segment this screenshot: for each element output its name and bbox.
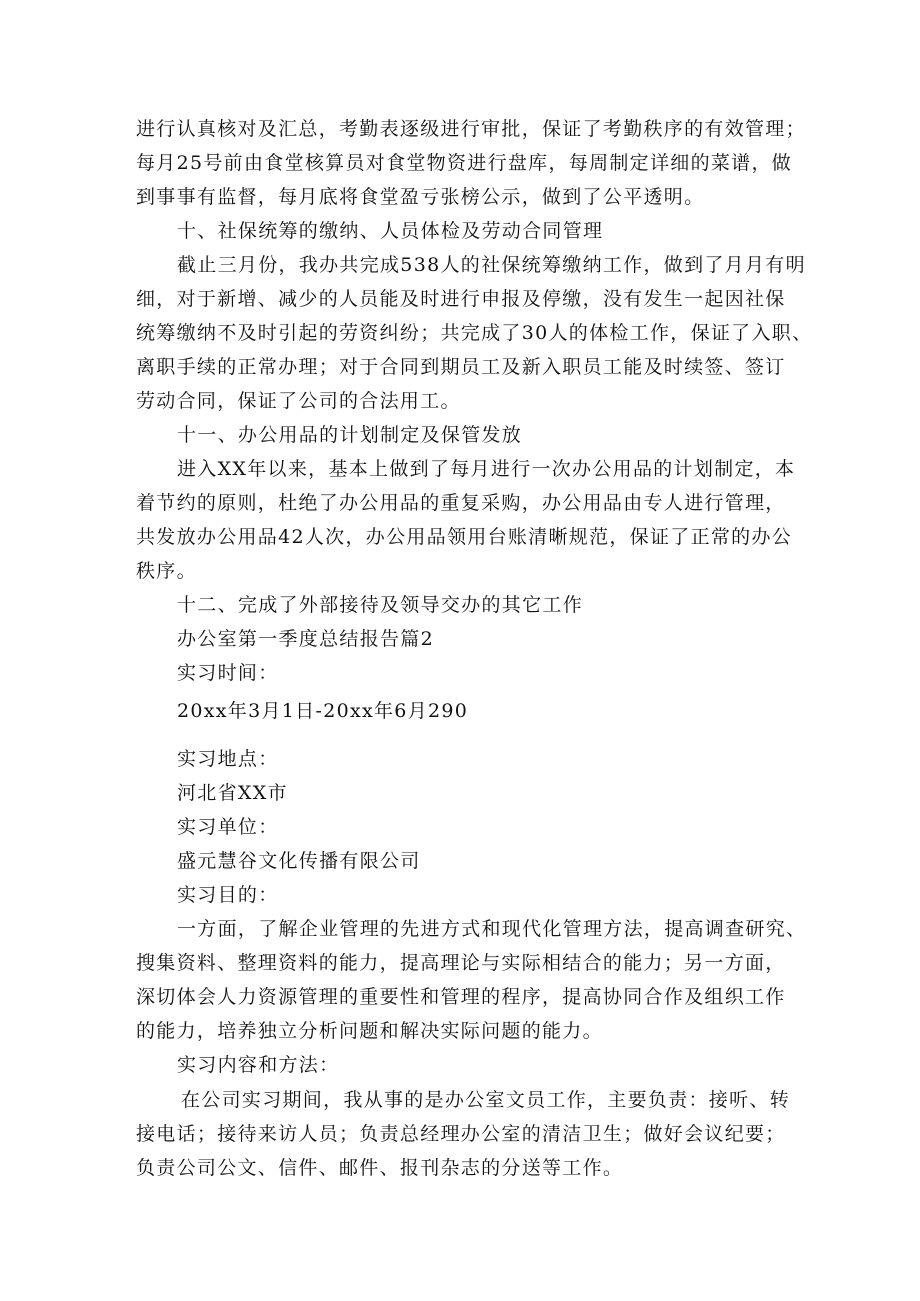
body-text-line: 深切体会人力资源管理的重要性和管理的程序，提高协同合作及组织工作 bbox=[136, 986, 786, 1008]
body-text-line: 负责公司公文、信件、邮件、报刊杂志的分送等工作。 bbox=[136, 1157, 624, 1179]
section-heading: 十、社保统筹的缴纳、人员体检及劳动合同管理 bbox=[177, 220, 604, 242]
body-text-line: 劳动合同，保证了公司的合法用工。 bbox=[136, 390, 461, 412]
body-text-line: 在公司实习期间，我从事的是办公室文员工作，主要负责：接听、转 bbox=[181, 1089, 791, 1111]
body-text-line: 到事事有监督，每月底将食堂盈亏张榜公示，做到了公平透明。 bbox=[136, 186, 705, 208]
body-text-line: 截止三月份，我办共完成538人的社保统筹缴纳工作，做到了月月有明 bbox=[177, 254, 806, 276]
body-text-line: 统筹缴纳不及时引起的劳资纠纷；共完成了30人的体检工作，保证了入职、 bbox=[136, 322, 813, 344]
field-value: 盛元慧谷文化传播有限公司 bbox=[177, 850, 421, 872]
body-text-line: 的能力，培养独立分析问题和解决实际问题的能力。 bbox=[136, 1020, 603, 1042]
report-title: 办公室第一季度总结报告篇2 bbox=[177, 628, 434, 650]
field-value: 20xx年3月1日-20xx年6月290 bbox=[177, 700, 469, 722]
body-text-line: 搜集资料、整理资料的能力，提高理论与实际相结合的能力；另一方面， bbox=[136, 952, 786, 974]
body-text-line: 细，对于新增、减少的人员能及时进行申报及停缴，没有发生一起因社保 bbox=[136, 288, 786, 310]
body-text-line: 每月25号前由食堂核算员对食堂物资进行盘库，每周制定详细的菜谱，做 bbox=[136, 152, 793, 174]
body-text-line: 一方面，了解企业管理的先进方式和现代化管理方法，提高调查研究、 bbox=[177, 918, 807, 940]
body-text-line: 共发放办公用品42人次，办公用品领用台账清晰规范，保证了正常的办公 bbox=[136, 526, 793, 548]
body-text-line: 秩序。 bbox=[136, 560, 197, 582]
field-label: 实习目的： bbox=[177, 884, 279, 906]
body-text-line: 离职手续的正常办理；对于合同到期员工及新入职员工能及时续签、签订 bbox=[136, 356, 786, 378]
field-label: 实习单位： bbox=[177, 816, 279, 838]
body-text-line: 进行认真核对及汇总，考勤表逐级进行审批，保证了考勤秩序的有效管理； bbox=[136, 118, 806, 140]
field-label: 实习地点： bbox=[177, 748, 279, 770]
body-text-line: 接电话；接待来访人员；负责总经理办公室的清洁卫生；做好会议纪要； bbox=[136, 1123, 786, 1145]
body-text-line: 进入XX年以来，基本上做到了每月进行一次办公用品的计划制定，本 bbox=[177, 458, 796, 480]
section-heading: 十一、办公用品的计划制定及保管发放 bbox=[177, 424, 523, 446]
body-text-line: 着节约的原则，杜绝了办公用品的重复采购，办公用品由专人进行管理， bbox=[136, 492, 786, 514]
field-label: 实习时间： bbox=[177, 662, 279, 684]
section-heading: 十二、完成了外部接待及领导交办的其它工作 bbox=[177, 594, 584, 616]
field-value: 河北省XX市 bbox=[177, 782, 288, 804]
field-label: 实习内容和方法： bbox=[177, 1054, 340, 1076]
